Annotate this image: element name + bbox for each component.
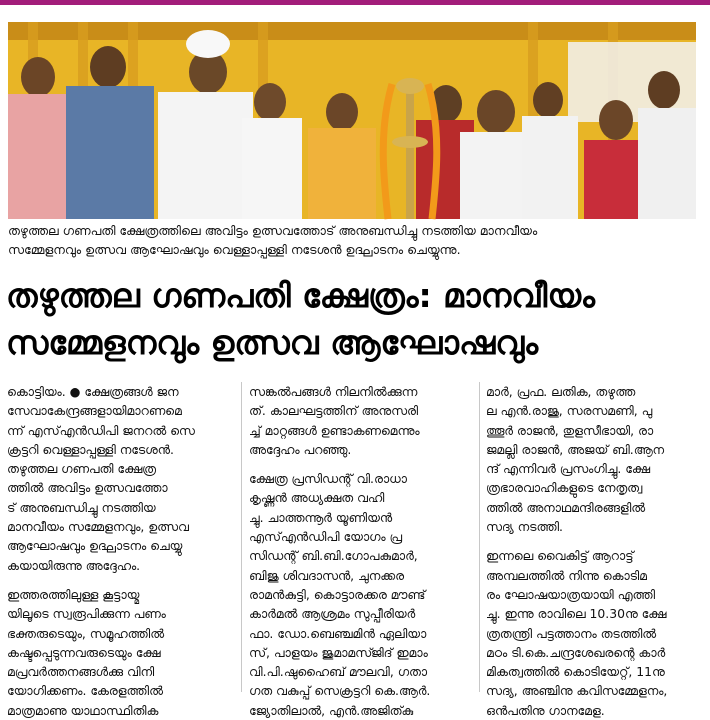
body-line: സങ്കൽപങ്ങൾ നിലനിൽക്കുന്ന <box>249 384 418 399</box>
headline-line: തഴുത്തല ഗണപതി ക്ഷേത്രം: മാനവീയം <box>6 276 595 315</box>
body-line: ച്ചു. ഇന്നു രാവിലെ 10.30നു ക്ഷേ <box>486 606 667 622</box>
caption-line: തഴുത്തല ഗണപതി ക്ഷേത്രത്തിലെ അവിട്ടം ഉത്സവത്തോട് അനുബന്ധിച്ചു നടത്തിയ മാനവീയം <box>8 223 538 238</box>
body-line: ഫാ. ഡോ.ബെഞ്ചമിൻ ഏലിയാ <box>249 625 427 641</box>
body-line: യോഗിക്കണം. കേരളത്തിൽ <box>7 683 163 699</box>
body-line: ആഘോഷവും ഉദ്ഘാടനം ചെയ്യു <box>7 538 183 554</box>
body-line: യിലൂടെ സ്വരൂപിക്കുന്ന പണം <box>7 606 166 622</box>
body-line: ക്ഷേത്ര പ്രസിഡന്റ് വി.രാധാ <box>249 471 407 487</box>
body-line: ഇന്നലെ വൈകിട്ട് ആറാട്ട് <box>486 548 634 564</box>
body-line: ത്രഭാരവാഹികളുടെ നേതൃത്വ <box>486 480 643 496</box>
body-line: മാർ, പ്രഫ. ലതിക, തഴുത്ത <box>486 384 636 399</box>
column-divider <box>241 382 242 692</box>
body-line: സ്, പാളയം ജുമാമസ്ജിദ് ഇമാം <box>249 644 428 660</box>
body-line: കൃഷ്ണൻ അധ്യക്ഷത വഹി <box>249 490 385 506</box>
body-line: കഷ്ടപ്പെടുന്നവരുടെയും ക്ഷേ <box>7 644 161 660</box>
body-line: സദ്യ, അഞ്ചിനു കവിസമ്മേളനം, <box>486 683 668 699</box>
body-line: ക്രട്ടറി വെള്ളാപ്പള്ളി നടേശൻ. <box>7 441 174 457</box>
body-line: ത്തിൽ അവിട്ടം ഉത്സവത്തോ <box>7 480 168 496</box>
body-line: സദ്യ നടത്തി. <box>486 519 563 535</box>
body-line: ല എൻ.രാജു, സരസമണി, പു <box>486 403 653 419</box>
body-line: മപ്രവർത്തനങ്ങൾക്കു വിനി <box>7 664 155 680</box>
article-column-2 <box>249 382 477 720</box>
body-line: ഭക്തരുടെയും, സമൂഹത്തിൽ <box>7 625 165 641</box>
body-line: വി.പി.ഷുഹൈബ് മൗലവി, ഗതാ <box>249 664 428 680</box>
headline-line: സമ്മേളനവും ഉത്സവ ആഘോഷവും <box>6 323 539 362</box>
body-line: കാർമൽ ആശ്രമം സുപ്പീരിയർ <box>249 606 416 622</box>
photo-illustration <box>8 22 696 219</box>
body-line: മഠം ടി.കെ.ചന്ദ്രശേഖരന്റെ കാർ <box>486 644 666 660</box>
body-line: കയായിരുന്നു അദ്ദേഹം. <box>7 557 141 573</box>
body-line: മികത്വത്തിൽ കൊടിയേറ്റ്, 11നു <box>486 664 665 680</box>
body-line: ഒൻപതിനു ഗാനമേള. <box>486 702 605 718</box>
body-line: ബിജു ശിവദാസൻ, ചുനക്കര <box>249 567 404 583</box>
body-line: ഇത്തരത്തിലുള്ള കൂട്ടായ്മ <box>7 586 140 602</box>
column-divider <box>479 382 480 692</box>
article-body <box>7 382 703 718</box>
body-line: ജ്യോതിലാൽ, എൻ.അജിത്കു <box>249 702 414 718</box>
body-line: ന്ന് എസ്എൻഡിപി ജനറൽ സെ <box>7 422 195 438</box>
body-line: സിഡന്റ് ബി.ബി.ഗോപകുമാർ, <box>249 548 418 564</box>
body-line: ത്തിൽ അനാഥമന്ദിരങ്ങളിൽ <box>486 499 646 515</box>
news-photo <box>8 22 696 219</box>
body-line: സേവാകേന്ദ്രങ്ങളായിമാറണമെ <box>7 403 182 419</box>
body-line: രം ഘോഷയാത്രയായി എത്തി <box>486 586 656 602</box>
body-line: ത്. കാലഘട്ടത്തിന് അനുസരി <box>249 403 419 419</box>
body-line: എസ്എൻഡിപി യോഗം പ്ര <box>249 529 402 545</box>
top-color-rule <box>0 0 710 5</box>
article-headline <box>6 272 706 366</box>
body-line: ഗത വകുപ്പ് സെക്രട്ടറി കെ.ആർ. <box>249 683 431 699</box>
article-column-1 <box>7 382 231 720</box>
body-line: അമ്പലത്തിൽ നിന്നു കൊടിമ <box>486 567 647 583</box>
body-line: ട് അനുബന്ധിച്ചു നടത്തിയ <box>7 499 156 515</box>
photo-caption <box>8 221 696 259</box>
body-line: ച്ച് മാറ്റങ്ങൾ ഉണ്ടാകണമെന്നും <box>249 422 420 438</box>
caption-line: സമ്മേളനവും ഉത്സവ ആഘോഷവും വെള്ളാപ്പള്ളി നടേശൻ ഉദ്ഘാടനം ചെയ്യുന്നു. <box>8 242 461 257</box>
body-line: ത്രതന്ത്രി പട്ടത്താനം തടത്തിൽ <box>486 625 657 641</box>
body-line: ത്തൂർ രാജൻ, തുളസീഭായി, രാ <box>486 422 654 438</box>
body-line: ച്ചു. ചാത്തന്നൂർ യൂണിയൻ <box>249 509 393 525</box>
article-column-3 <box>486 382 704 720</box>
body-line: രാമൻകുട്ടി, കൊട്ടാരക്കര മൗണ്ട് <box>249 586 426 602</box>
body-line: ജമല്ലി രാജൻ, അജയ് ബി.ആന <box>486 441 665 457</box>
body-line: തഴുത്തല ഗണപതി ക്ഷേത്ര <box>7 461 156 477</box>
body-line: മാനവീയം സമ്മേളനവും, ഉത്സവ <box>7 519 189 535</box>
body-line: കൊട്ടിയം. ● ക്ഷേത്രങ്ങൾ ജന <box>7 384 179 399</box>
body-line: അദ്ദേഹം പറഞ്ഞു. <box>249 441 352 457</box>
body-line: ന്ദ് എന്നിവർ പ്രസംഗിച്ചു. ക്ഷേ <box>486 461 650 477</box>
body-line: മാത്രമാണു യാഥാസ്ഥിതിക <box>7 702 159 718</box>
